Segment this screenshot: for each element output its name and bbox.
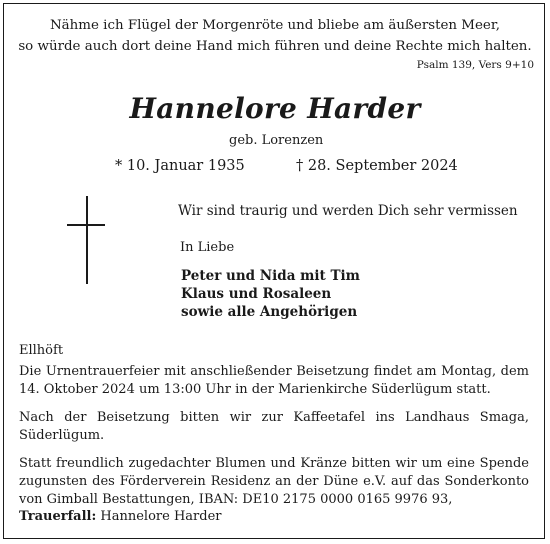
death-date: † 28. September 2024 <box>296 158 458 174</box>
deceased-name: Hannelore Harder <box>129 92 421 125</box>
family-line-3: sowie alle Angehörigen <box>181 304 358 320</box>
place-name: Ellhöft <box>19 343 64 358</box>
verse-line-2: so würde auch dort deine Hand mich führen und deine Rechte mich halten. <box>18 39 532 54</box>
trauerfall-line <box>19 509 222 524</box>
coffee-paragraph: Nach der Beisetzung bitten wir zur Kaffeetafel ins Landhaus Smaga, Süderlügum. <box>19 410 529 443</box>
mourning-text: Wir sind traurig und werden Dich sehr vermissen <box>178 203 518 219</box>
donation-paragraph: Statt freundlich zugedachter Blumen und Kränze bitten wir um eine Spende zugunsten des Förderverein Residenz an der Düne e.V. auf das Sonderkonto von Gimball Bestattungen, IBAN: DE10 2175 0000 0165 9976 93, <box>19 456 529 507</box>
birth-name: geb. Lorenzen <box>229 133 324 148</box>
birth-date: * 10. Januar 1935 <box>115 158 245 174</box>
verse-reference: Psalm 139, Vers 9+10 <box>416 59 534 71</box>
verse-line-1: Nähme ich Flügel der Morgenröte und bliebe am äußersten Meer, <box>49 18 501 33</box>
family-line-2: Klaus und Rosaleen <box>181 286 332 302</box>
family-line-1: Peter und Nida mit Tim <box>181 268 360 284</box>
trauerfall-name: Hannelore Harder <box>100 509 222 524</box>
in-love-label: In Liebe <box>180 240 235 255</box>
ceremony-paragraph: Die Urnentrauerfeier mit anschließender Beisetzung findet am Montag, dem 14. Oktober 2024 um 13:00 Uhr in der Marienkirche Süderlügum statt. <box>19 364 529 397</box>
trauerfall-label: Trauerfall: <box>19 509 97 524</box>
